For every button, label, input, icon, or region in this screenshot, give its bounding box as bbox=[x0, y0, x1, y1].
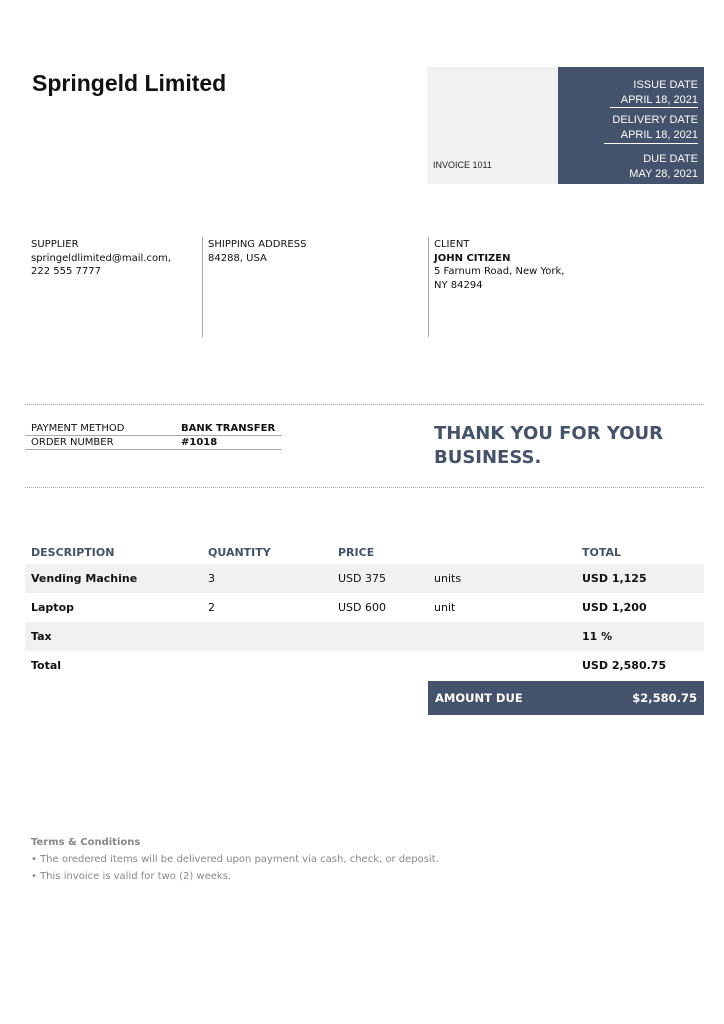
supplier-label: SUPPLIER bbox=[31, 239, 79, 250]
supplier-section bbox=[31, 238, 171, 279]
order-number-label: ORDER NUMBER bbox=[31, 437, 114, 448]
invoice-number: INVOICE 1011 bbox=[433, 160, 492, 170]
client-address-line2: NY 84294 bbox=[434, 279, 483, 291]
dotted-divider bbox=[25, 404, 704, 405]
vertical-divider bbox=[428, 237, 429, 337]
client-section bbox=[434, 238, 564, 292]
vertical-divider bbox=[202, 237, 203, 337]
delivery-date-value: APRIL 18, 2021 bbox=[620, 129, 698, 141]
total-row bbox=[25, 651, 704, 680]
shipping-address: 84288, USA bbox=[208, 252, 267, 264]
thank-you-message: THANK YOU FOR YOUR BUSINESS. bbox=[434, 423, 664, 468]
order-number-value: #1018 bbox=[181, 437, 218, 448]
item-unit: unit bbox=[434, 601, 456, 614]
item-price: USD 375 bbox=[338, 572, 386, 585]
delivery-date bbox=[612, 113, 698, 143]
total-label: Total bbox=[31, 659, 62, 672]
issue-date-value: APRIL 18, 2021 bbox=[620, 94, 698, 106]
item-quantity: 2 bbox=[208, 601, 215, 614]
header-price: PRICE bbox=[338, 546, 375, 559]
due-date-value: MAY 28, 2021 bbox=[629, 168, 698, 180]
supplier-phone: 222 555 7777 bbox=[31, 266, 101, 277]
item-unit: units bbox=[434, 572, 462, 585]
payment-method-value: BANK TRANSFER bbox=[181, 423, 276, 434]
item-description: Vending Machine bbox=[31, 572, 138, 585]
items-table bbox=[25, 542, 704, 680]
client-address-line1: 5 Farnum Road, New York, bbox=[434, 266, 565, 277]
amount-due-label: AMOUNT DUE bbox=[435, 691, 523, 705]
header-quantity: QUANTITY bbox=[208, 546, 271, 559]
shipping-label: SHIPPING ADDRESS bbox=[208, 239, 307, 250]
item-total: USD 1,125 bbox=[582, 572, 647, 585]
item-description: Laptop bbox=[31, 601, 74, 614]
table-header bbox=[25, 542, 704, 564]
due-date-label: DUE DATE bbox=[643, 153, 698, 165]
table-row bbox=[25, 564, 704, 593]
shipping-section bbox=[208, 238, 306, 265]
tax-row bbox=[25, 622, 704, 651]
terms-title: Terms & Conditions bbox=[31, 837, 141, 848]
item-quantity: 3 bbox=[208, 572, 215, 585]
issue-date bbox=[621, 78, 698, 108]
client-label: CLIENT bbox=[434, 239, 470, 250]
terms-section bbox=[31, 834, 439, 885]
order-number-row bbox=[25, 436, 282, 450]
dotted-divider bbox=[25, 487, 704, 488]
amount-due-value: $2,580.75 bbox=[632, 691, 697, 705]
table-row bbox=[25, 593, 704, 622]
divider bbox=[610, 107, 698, 108]
due-date bbox=[629, 152, 698, 182]
payment-method-label: PAYMENT METHOD bbox=[31, 423, 125, 434]
item-price: USD 600 bbox=[338, 601, 386, 614]
payment-info bbox=[25, 422, 282, 450]
company-name: Springeld Limited bbox=[32, 70, 227, 96]
divider bbox=[604, 143, 698, 144]
client-name: JOHN CITIZEN bbox=[434, 252, 511, 264]
total-value: USD 2,580.75 bbox=[582, 659, 667, 672]
amount-due-bar bbox=[428, 681, 704, 715]
header-total: TOTAL bbox=[582, 546, 622, 559]
terms-item: • The oredered items will be delivered upon payment via cash, check, or deposit. bbox=[31, 854, 439, 865]
payment-method-row bbox=[25, 422, 282, 436]
tax-label: Tax bbox=[31, 630, 52, 643]
terms-item: • This invoice is valid for two (2) weeks. bbox=[31, 871, 232, 882]
supplier-email: springeldlimited@mail.com, bbox=[31, 252, 172, 264]
dates-panel bbox=[558, 67, 704, 184]
delivery-date-label: DELIVERY DATE bbox=[612, 114, 698, 126]
item-total: USD 1,200 bbox=[582, 601, 647, 614]
header-description: DESCRIPTION bbox=[31, 546, 115, 559]
issue-date-label: ISSUE DATE bbox=[633, 79, 698, 91]
tax-value: 11 % bbox=[582, 630, 613, 643]
